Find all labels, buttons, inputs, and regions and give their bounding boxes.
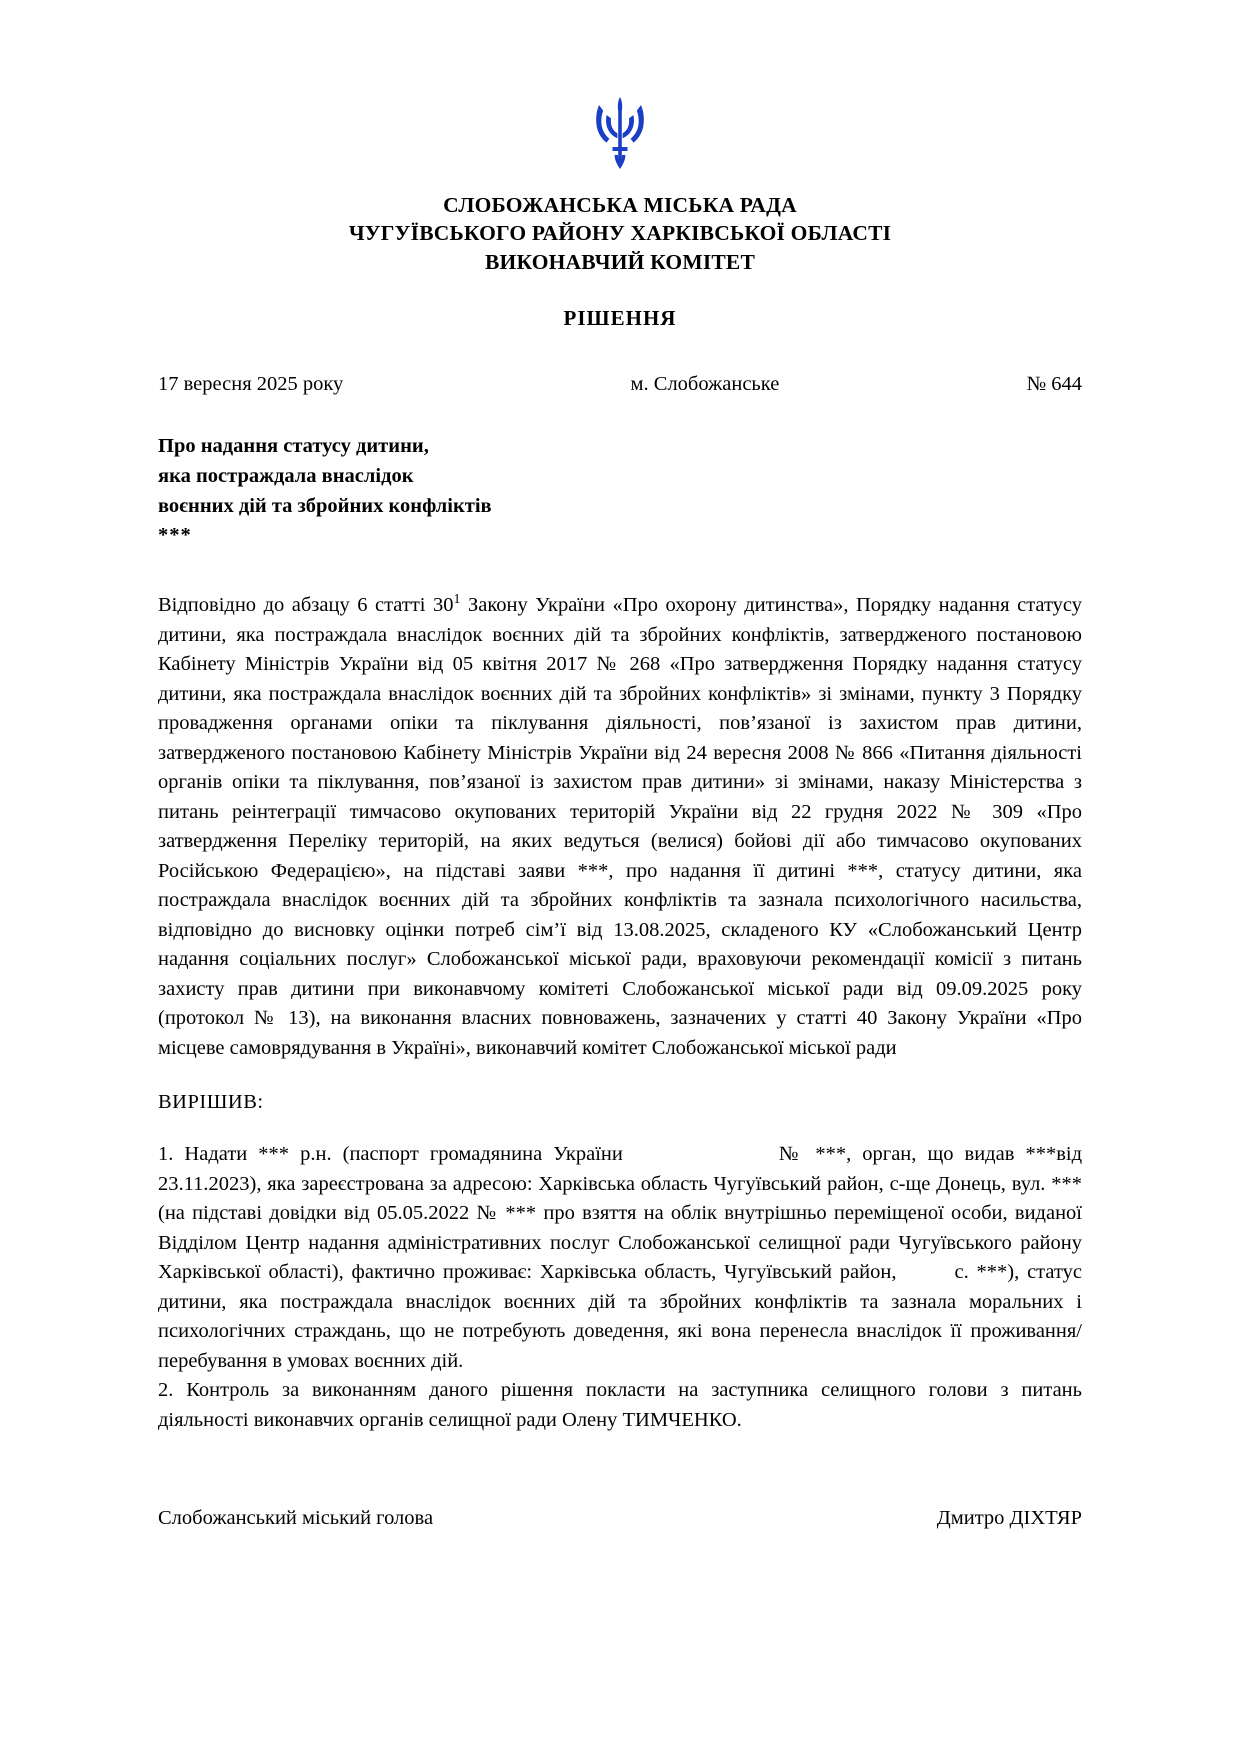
preamble-part-1: Відповідно до абзацу 6 статті 30 [158, 594, 454, 616]
signature-row [158, 1507, 1082, 1530]
document-date: 17 вересня 2025 року [158, 373, 344, 396]
title-redaction-stars: *** [158, 524, 192, 547]
org-line-3: ВИКОНАВЧИЙ КОМІТЕТ [484, 249, 756, 274]
org-line-1: СЛОБОЖАНСЬКА МІСЬКА РАДА [443, 193, 797, 217]
title-line-1: Про надання статусу дитини, [158, 435, 429, 458]
clause-two: 2. Контроль за виконанням даного рішення покласти на заступника селищного голови з питань діяльності виконавчих органів селищної ради Олену ТИМЧЕНКО. [158, 1379, 1082, 1431]
document-number: № 644 [1026, 373, 1082, 396]
ukraine-trident-emblem [592, 95, 648, 173]
document-title [158, 432, 1082, 551]
document-meta-row [158, 373, 1082, 396]
clause-one-part-a: 1. Надати *** р.н. (паспорт громадянина України [158, 1143, 623, 1166]
document-place: м. Слобожанське [630, 373, 780, 396]
clause-one-part-b: № ***, орган, що видав ***від 23.11.2023), яка зареєстрована за адресою: Харківська область Чугуївський район, с-ще Донець, вул. *** (на підставі довідки від 05.05.2022 № *** про взяття на облік внутрішньо переміщеної особи, виданої Відділом Центр надання адміністративних послуг Слобожанської селищної ради Чугуївського району Харківської області), фактично проживає: Харківська область, Чугуївський район, [158, 1143, 1082, 1284]
clause-one-part-c: с. ***), статус дитини, яка постраждала внаслідок воєнних дій та збройних конфліктів та зазнала моральних і психологічних страждань, що не потребують доведення, які вона перенесла внаслідок її проживання/перебування в умовах воєнних дій. [158, 1261, 1083, 1372]
signature-name: Дмитро ДІХТЯР [936, 1507, 1082, 1530]
signature-position: Слобожанський міський голова [158, 1507, 434, 1530]
emblem-container [158, 95, 1082, 173]
organization-header [158, 191, 1082, 276]
document-type: РІШЕННЯ [563, 306, 677, 331]
preamble-superscript: 1 [453, 592, 461, 608]
preamble-paragraph [158, 591, 1082, 1063]
clause-one [158, 1140, 1082, 1376]
title-line-2: яка постраждала внаслідок [158, 464, 414, 487]
title-line-3: воєнних дій та збройних конфліктів [158, 494, 492, 517]
preamble-part-2: Закону України «Про охорону дитинства», Порядку надання статусу дитини, яка постраждала внаслідок воєнних дій та збройних конфліктів, затвердженого постановою Кабінету Міністрів України від 05 квітня 2017 № 268 «Про затвердження Порядку надання статусу дитини, яка постраждала внаслідок воєнних дій та збройних конфліктів» зі змінами, пункту 3 Порядку провадження органами опіки та піклування діяльності, пов’язаної із захистом прав дитини, затвердженого постановою Кабінету Міністрів України від 24 вересня 2008 № 866 «Питання діяльності органів опіки та піклування, пов’язаної із захистом прав дитини» зі змінами, наказу Міністерства з питань реінтеграції тимчасово окупованих територій України від 22 грудня 2022 № 309 «Про затвердження Переліку територій, на яких ведуться (велися) бойові дії або тимчасово окупованих Російською Федерацією», на підставі заяви ***, про надання її дитині ***, статусу дитини, яка постраждала внаслідок воєнних дій та збройних конфліктів та зазнала психологічного насильства, відповідно до висновку оцінки потреб сім’ї від 13.08.2025, складеного КУ «Слобожанський Центр надання соціальних послуг» Слобожанської міської ради, враховуючи рекомендації комісії з питань захисту прав дитини при виконавчому комітеті Слобожанської міської ради від 09.09.2025 року (протокол № 13), на виконання власних повноважень, зазначених у статті 40 Закону України «Про місцеве самоврядування в Україні», виконавчий комітет Слобожанської міської ради [158, 594, 1082, 1059]
resolved-label: ВИРІШИВ: [158, 1091, 264, 1114]
org-line-2: ЧУГУЇВСЬКОГО РАЙОНУ ХАРКІВСЬКОЇ ОБЛАСТІ [348, 221, 892, 246]
